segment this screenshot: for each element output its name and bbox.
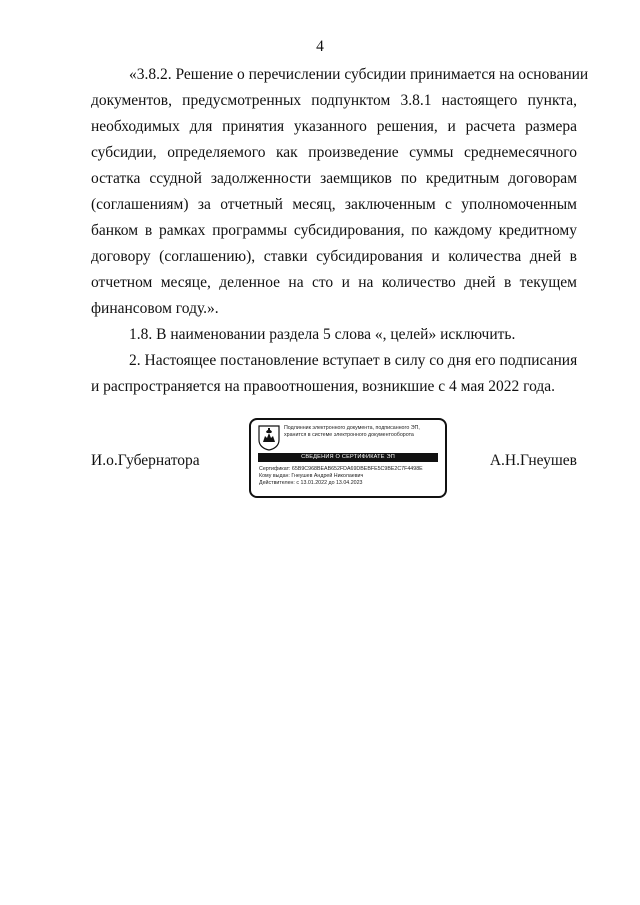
certificate-validity: Действителен: с 13.01.2022 до 13.04.2023: [259, 480, 363, 486]
signatory-name: А.Н.Гнеушев: [489, 452, 577, 469]
page-number: 4: [316, 38, 324, 55]
coat-of-arms-icon: [258, 425, 280, 451]
paragraph-1-8: [91, 322, 577, 348]
text-line: договору (соглашению), ставки субсидирования и количества дней в: [91, 248, 577, 265]
stamp-certificate-header: СВЕДЕНИЯ О СЕРТИФИКАТЕ ЭП: [258, 453, 438, 462]
paragraph-2: [91, 348, 577, 400]
certificate-number: Сертификат: 65B9C968BEAB652FDA69DBEBFE5C9BE2C7F4498E: [259, 466, 423, 472]
signature-block: [91, 418, 577, 502]
paragraph-3-8-2: [91, 62, 589, 322]
text-line: банком в рамках программы субсидирования, по каждому кредитному: [91, 222, 577, 239]
document-body: [91, 62, 589, 400]
stamp-certificate-details: [259, 466, 439, 487]
text-line: 2. Настоящее постановление вступает в силу со дня его подписания: [129, 352, 578, 369]
text-line: остатка ссудной задолженности заемщиков по кредитным договорам: [91, 170, 577, 187]
text-line: 1.8. В наименовании раздела 5 слова «, целей» исключить.: [129, 326, 516, 343]
electronic-signature-stamp: [249, 418, 447, 498]
text-line: документов, предусмотренных подпунктом 3.8.1 настоящего пункта,: [91, 92, 577, 109]
stamp-note-line: хранится в системе электронного документооборота: [284, 432, 414, 438]
stamp-note-line: Подлинник электронного документа, подписанного ЭП,: [284, 425, 420, 431]
certificate-owner: Кому выдан: Гнеушев Андрей Николаевич: [259, 473, 364, 479]
text-line: и распространяется на правоотношения, возникшие с 4 мая 2022 года.: [91, 378, 556, 395]
text-line: необходимых для принятия указанного решения, и расчета размера: [91, 118, 577, 135]
text-line: финансовом году.».: [91, 300, 219, 317]
signatory-title: И.о.Губернатора: [91, 452, 200, 469]
text-line: «3.8.2. Решение о перечислении субсидии принимается на основании: [129, 66, 589, 83]
text-line: субсидии, определяемого как произведение суммы среднемесячного: [91, 144, 577, 161]
text-line: (соглашениям) за отчетный месяц, заключенным с уполномоченным: [91, 196, 577, 213]
text-line: отчетном месяце, деленное на сто и на количество дней в текущем: [91, 274, 577, 291]
stamp-note: [284, 425, 442, 439]
